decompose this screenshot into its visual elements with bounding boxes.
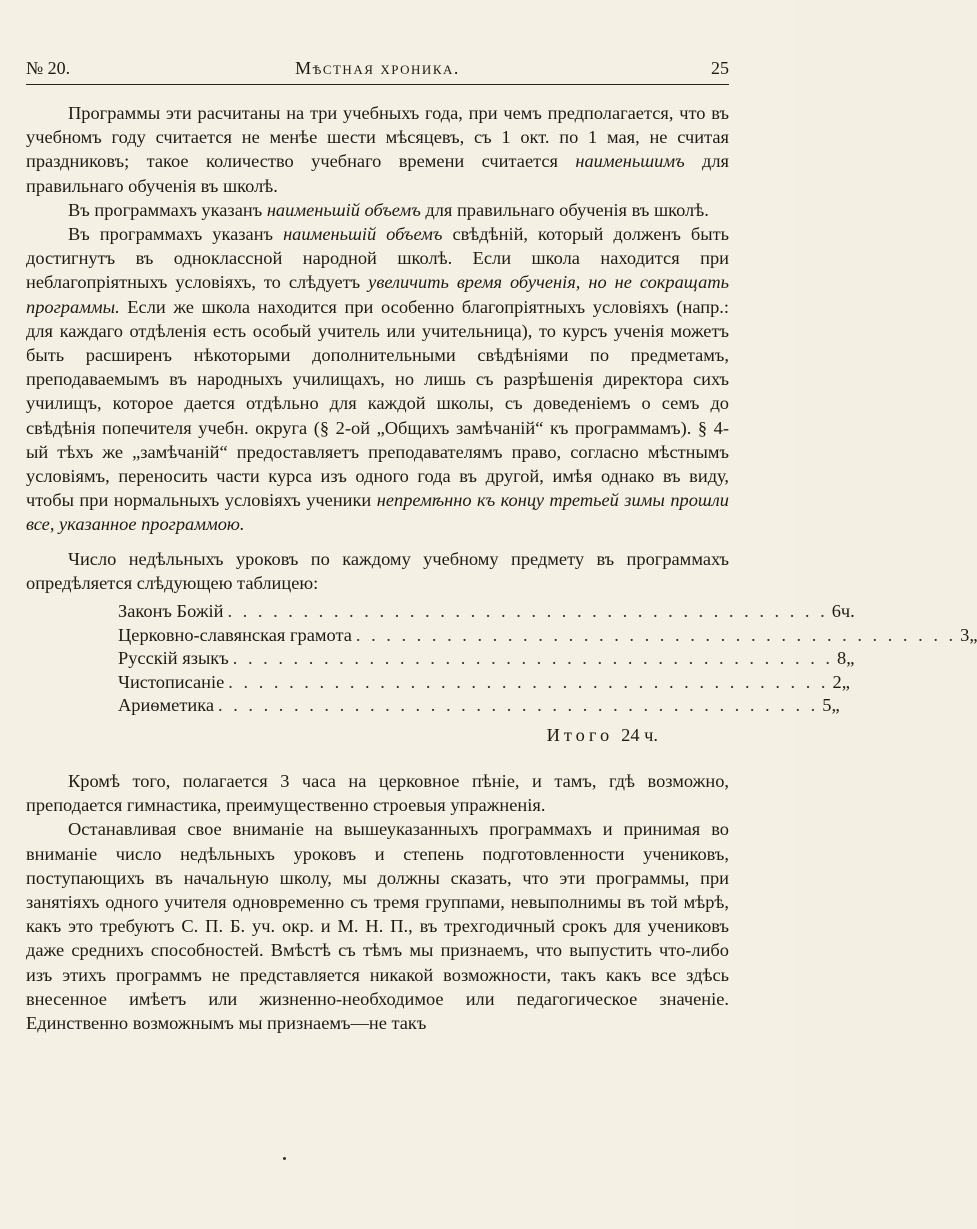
issue-number: № 20. — [26, 58, 71, 78]
page-header — [26, 58, 729, 86]
total-value: 24 ч. — [621, 724, 658, 745]
section-title: Мѣстная хроника. — [295, 58, 460, 78]
table-row: Русскій языкъ . . . . . . . . . . . . . . . . . . . . . . . . . . . . . . . . . . . . . . . . 8 „ — [118, 646, 658, 670]
subject-label: Чистописаніе — [118, 671, 225, 692]
paragraph-4: Число недѣльныхъ уроковъ по каждому учебному предмету въ программахъ опредѣляется слѣдующею таблицею: — [26, 548, 729, 593]
table-row: Чистописаніе . . . . . . . . . . . . . . . . . . . . . . . . . . . . . . . . . . . . . . . . 2 „ — [118, 670, 658, 694]
hours-unit: „ — [831, 695, 840, 716]
hours-value: 2 — [832, 671, 842, 692]
header-rule — [26, 84, 729, 85]
table-row: Церковно-славянская грамота . . . . . . . . . . . . . . . . . . . . . . . . . . . . . . . . . . . . . . . . 3 „ — [118, 623, 658, 647]
ink-speck — [283, 1157, 286, 1160]
page-number: 25 — [711, 58, 729, 78]
hours-unit: „ — [841, 671, 850, 692]
hours-value: 6 — [831, 601, 841, 622]
hours-unit: ч. — [840, 601, 855, 622]
lesson-table — [118, 599, 977, 747]
subject-label: Ариѳметика — [118, 695, 215, 716]
table-row: Законъ Божій . . . . . . . . . . . . . . . . . . . . . . . . . . . . . . . . . . . . . . . . 6 ч. — [118, 599, 658, 623]
hours-value: 5 — [822, 695, 832, 716]
paragraph-1: Программы эти расчитаны на три учебныхъ года, при чемъ предполагается, что въ учебномъ году считается не менѣе шести мѣсяцевъ, съ 1 окт. по 1 мая, не считая праздниковъ; такое количество учебнаго времени считается наименьшимъ для правильнаго обученія въ школѣ. — [26, 103, 730, 196]
paragraph-6: Останавливая свое вниманіе на вышеуказанныхъ программахъ и принимая во вниманіе число недѣльныхъ уроковъ и степень подготовленности учениковъ, поступающихъ въ начальную школу, мы должны сказать, что эти программы, при занятіяхъ одного учителя одновременно съ тремя группами, невыполнимы въ той мѣрѣ, какъ это требуютъ С. П. Б. уч. окр. и М. Н. П., въ трехгодичный срокъ для учениковъ даже среднихъ способностей. Вмѣстѣ съ тѣмъ мы признаемъ, что выпустить что-либо изъ этихъ программъ не представляется никакой возможности, такъ какъ все здѣсь внесенное имѣетъ или жизненно-необходимое или педагогическое значеніе. Единственно возможнымъ мы признаемъ—не такъ — [26, 819, 729, 1034]
table-total — [118, 717, 658, 747]
table-row: Ариѳметика . . . . . . . . . . . . . . . . . . . . . . . . . . . . . . . . . . . . . . . . 5 „ — [118, 693, 658, 717]
hours-value: 3 — [960, 624, 970, 645]
paragraph-5: Кромѣ того, полагается 3 часа на церковное пѣніе, и тамъ, гдѣ возможно, преподается гимнастика, преимущественно строевыя упражненія. — [26, 771, 729, 816]
subject-label: Русскій языкъ — [118, 648, 229, 669]
body-text — [26, 101, 977, 1035]
hours-unit: „ — [969, 624, 977, 645]
subject-label: Церковно-славянская грамота — [118, 624, 352, 645]
paragraph-2: Въ программахъ указанъ наименьшій объемъ для правильнаго обученія въ школѣ. — [68, 199, 709, 220]
hours-value: 8 — [836, 648, 847, 669]
subject-label: Законъ Божій — [118, 601, 224, 622]
hours-unit: „ — [846, 648, 855, 669]
total-label: Итого — [546, 724, 614, 745]
paragraph-3: Въ программахъ указанъ наименьшій объемъ свѣдѣній, который долженъ быть достигнутъ въ одноклассной народной школѣ. Если школа находится при неблагопріятныхъ условіяхъ, то слѣдуетъ увеличить время обученія, но не сокращать программы. Если же школа находится при особенно благопріятныхъ условіяхъ (напр.: для каждаго отдѣленія есть особый учитель или учительница), то курсъ ученія можетъ быть расширенъ нѣкоторыми дополнительными свѣдѣніями по предметамъ, преподаваемымъ въ народныхъ училищахъ, но лишь съ разрѣшенія директора сихъ училищъ, которое дается отдѣльно для каждой школы, съ доведеніемъ о семъ до свѣдѣнія попечителя учебн. округа (§ 2-ой „Общихъ замѣчаній“ къ программамъ). § 4-ый тѣхъ же „замѣчаній“ предоставляетъ преподавателямъ право, согласно мѣстнымъ условіямъ, переносить части курса изъ одного года въ другой, имѣя однако въ виду, чтобы при нормальныхъ условіяхъ ученики непремѣнно къ концу третьей зимы прошли все, указанное программою. — [26, 224, 730, 535]
